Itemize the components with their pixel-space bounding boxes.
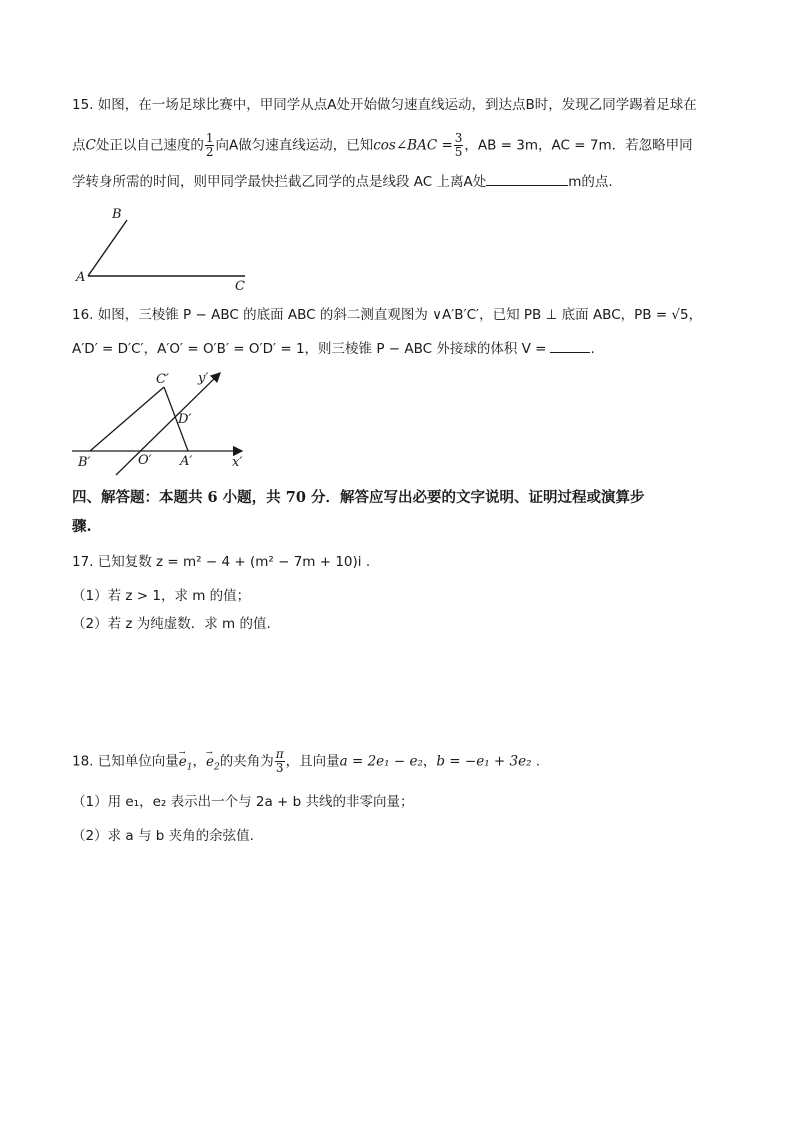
q15-l3-tail: m的点. [568,174,613,190]
q17-part1: （1）若 z > 1，求 m 的值； [72,588,251,604]
q16-l2-tail: . [590,341,595,357]
q16-label-o: O′ [138,453,152,468]
q16-label-x: x′ [232,455,243,470]
q18-part1: （1）用 e₁，e₂ 表示出一个与 2a + b 共线的非零向量； [72,794,414,810]
q17-stem: 17. 已知复数 z = m² − 4 + (m² − 7m + 10)i . [72,554,371,570]
q15-cos-den: 5 [454,145,463,159]
q15-figure [70,200,260,294]
q15-half-fraction [205,132,215,159]
q15-l2c: 向A做匀速直线运动，已知 [215,137,374,154]
q15-line2 [72,132,693,159]
q18-e1-letter: e [178,753,187,770]
q15-label-c: C [235,279,245,294]
q16-line1: 16. 如图，三棱锥 P − ABC 的底面 ABC 的斜二测直观图为 ∨A′B′C′，已知 PB ⊥ 底面 ABC，PB = √5， [72,307,703,323]
q18-part2: （2）求 a 与 b 夹角的余弦值. [72,828,254,844]
q16-l2-text: A′D′ = D′C′，A′O′ = O′B′ = O′D′ = 1，则三棱锥 P − ABC 外接球的体积 V = [72,341,547,357]
q15-label-a: A [76,270,86,285]
q15-ab: ，AB = 3m，AC = 7m．若忽略甲同 [464,137,693,154]
q16-label-c: C′ [156,372,169,387]
q15-line3 [72,172,613,192]
section4-heading-line1: 四、解答题：本题共 6 小题，共 70 分．解答应写出必要的文字说明、证明过程或演算步 [72,489,645,506]
q16-label-b: B′ [78,455,91,470]
q16-line2 [72,339,595,359]
q16-label-a: A′ [180,454,193,469]
q18-stem-c: ，且向量 [285,753,340,770]
q15-half-den: 2 [205,145,214,159]
q16-label-d: D′ [178,412,192,427]
q18-e2: → $e_2$ [206,752,220,778]
q15-point-c: C [85,137,96,154]
q15-l2a: 点 [72,137,86,154]
q15-cos: cos∠BAC = [373,137,453,154]
q15-segment-ab [88,220,127,276]
q18-a-equation: a = 2e₁ − e₂ [339,753,423,770]
q15-l2b: 处正以自己速度的 [95,137,204,154]
q18-pi-fraction [275,748,285,775]
q18-b-equation: b = −e₁ + 3e₂ [436,753,532,770]
q18-stem: 18. 已知单位向量→ $e_1$，→ $e_2$的夹角为 $\frac{\pi}{3}$ ，且向量a = 2e₁ − e₂，b = −e₁ + 3e₂ . [72,748,540,777]
q15-answer-blank[interactable] [486,173,568,186]
q17-part2: （2）若 z 为纯虚数．求 m 的值. [72,616,271,632]
q18-pi-num: π [275,747,284,761]
q15-line1: 15. 如图，在一场足球比赛中，甲同学从点A处开始做匀速直线运动，到达点B时，发现乙同学踢着足球在 [72,97,697,113]
q16-y-axis [116,373,220,475]
q16-figure [70,368,260,478]
q18-stem-b: 的夹角为 [219,753,274,770]
q18-e2-letter: e [206,753,214,770]
q15-label-b: B [112,207,122,222]
q18-stem-a: 18. 已知单位向量 [72,753,179,770]
q18-pi-den: 3 [275,761,284,775]
q15-half-num: 1 [205,131,214,145]
q15-cos-fraction [454,132,464,159]
q16-label-y: y′ [198,371,209,386]
q16-segment-bc [90,387,164,451]
q16-answer-blank[interactable] [550,340,590,353]
q18-e1: → $e_1$ [179,752,193,778]
section4-heading-line2: 骤. [72,518,92,535]
q15-cos-num: 3 [454,131,463,145]
q15-l3-text: 学转身所需的时间，则甲同学最快拦截乙同学的点是线段 AC 上离A处 [72,174,487,190]
